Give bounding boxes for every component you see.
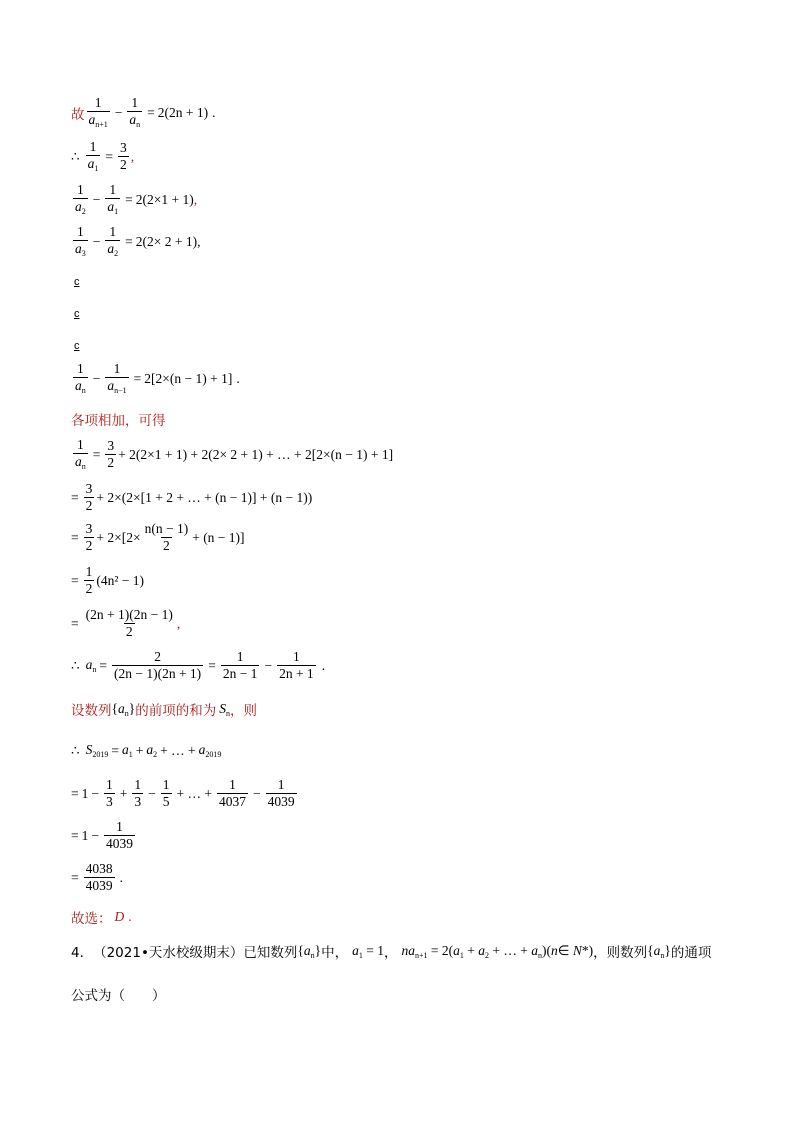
eq-line-12: ∴ $S_{2019}$ = $a_1$ + $a_2$ + … + $a_{2019}$ <box>71 742 222 759</box>
eq-line-8: = $\frac{3}{2}$ + 2×[2× $\frac{n(n - 1)}{2}$ + (n − 1)] <box>71 521 245 554</box>
sum-instruction: 各项相加，可得 <box>71 413 166 429</box>
question-4-line-1: 4． （2021•天水校级期末） 已知数列 $\{a_n\}$ 中， $a_1 = 1$ ， $na_{n+1} = 2(a_1 + a_2$ + … + $a_n)(n\in$ N*) ，则数列 $\{a_n\}$ 的通项 <box>71 942 712 961</box>
define-sum-text: 设数列 $\{a_n\}$ 的前项的和为 $S_n$ ，则 <box>71 700 257 719</box>
eq-line-7: = $\frac{3}{2}$ + 2×(2×[1 + 2 + … + (n − 1)] + (n − 1)) <box>71 481 313 514</box>
question-source: （2021•天水校级期末） <box>93 945 244 961</box>
eq-line-15: = $\frac{4038}{4039}$ . <box>71 861 123 894</box>
question-number: 4． <box>71 945 94 961</box>
question-4-line-2: 公式为（ ） <box>71 988 166 1004</box>
eq-line-1: 故 $\frac{1}{a_{n+1}}$ − $\frac{1}{a_n}$ = 2(2n + 1) . <box>71 95 216 130</box>
eq-line-11: ∴ $a_n$ = $\frac{2}{(2n - 1)(2n + 1)}$ = $\frac{1}{2n - 1}$ − $\frac{1}{2n + 1}$ . <box>71 649 326 682</box>
eq-line-4: $\frac{1}{a_3}$ − $\frac{1}{a_2}$ = 2(2× 2 + 1) , <box>75 224 201 259</box>
ellipsis-mark: c <box>74 308 80 320</box>
eq-line-6: $\frac{1}{a_n}$ = $\frac{3}{2}$ + 2(2×1 + 1) + 2(2× 2 + 1) + … + 2[2×(n − 1) + 1] <box>75 437 394 472</box>
fraction: $\frac{1}{a_n}$ <box>129 95 141 130</box>
ellipsis-mark: c <box>74 276 80 288</box>
eq-line-9: = $\frac{1}{2}$ (4n² − 1) <box>71 564 145 597</box>
ellipsis-mark: c <box>74 340 80 352</box>
eq-line-10: = $\frac{(2n + 1)(2n - 1)}{2}$ , <box>71 607 181 640</box>
fraction: $\frac{1}{a_{n+1}}$ <box>88 95 108 130</box>
therefore-symbol: ∴ <box>71 148 80 164</box>
eq-line-2: ∴ $\frac{1}{a_1}$ = $\frac{3}{2}$ , <box>71 139 135 174</box>
eq-line-3: $\frac{1}{a_2}$ − $\frac{1}{a_1}$ = 2(2×1 + 1) , <box>75 182 198 217</box>
eq-line-14: = 1 − $\frac{1}{4039}$ <box>71 819 133 852</box>
answer-line: 故选： D . <box>71 909 132 927</box>
eq-line-5: $\frac{1}{a_n}$ − $\frac{1}{a_{n-1}}$ = 2[2×(n − 1) + 1] . <box>75 361 240 396</box>
eq-rhs: 2(2n + 1) <box>157 104 209 120</box>
conclusion-word: 故 <box>71 106 85 123</box>
eq-line-13: = 1 − $\frac{1}{3}$ + $\frac{1}{3}$ − $\frac{1}{5}$ + … + $\frac{1}{4037}$ − $\frac{1}{4039}$ <box>71 777 295 810</box>
